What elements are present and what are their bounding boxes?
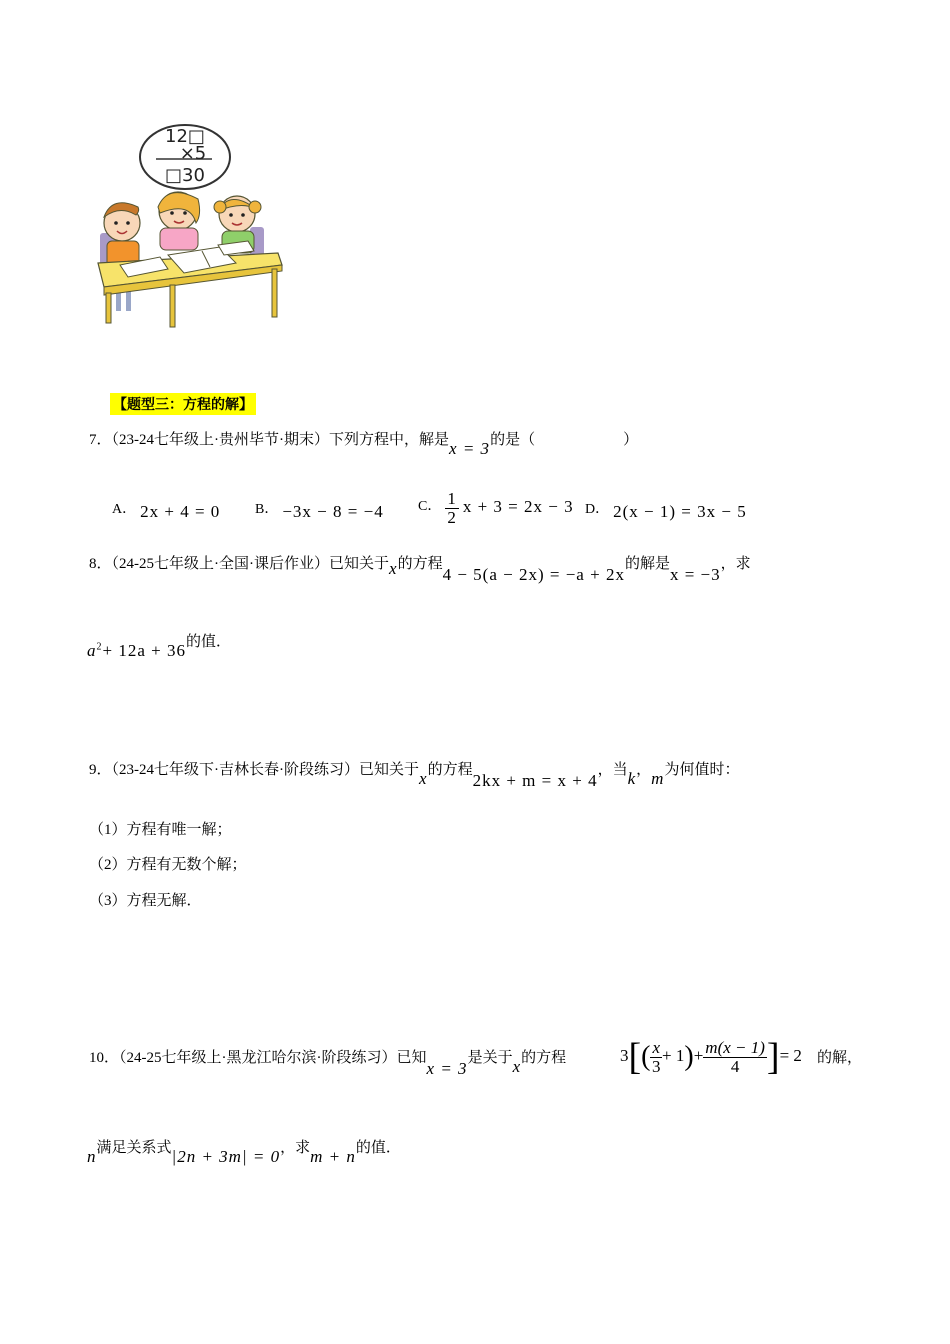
question-8-line-2 bbox=[87, 630, 231, 660]
q9-number: 9． bbox=[89, 762, 112, 778]
option-b-expr: −3x − 8 = −4 bbox=[282, 502, 384, 521]
q10-text-3: 的方程 bbox=[521, 1050, 567, 1066]
question-8 bbox=[89, 552, 751, 584]
q9-part-2: （2）方程有无数个解； bbox=[89, 857, 247, 873]
q8-text-2: 的方程 bbox=[397, 556, 443, 572]
q9-text-3: ，当 bbox=[597, 762, 628, 778]
q10-text-1: 已知 bbox=[396, 1050, 427, 1066]
q10-text-4: 的解， bbox=[817, 1050, 863, 1066]
q10-abs-expression: |2n + 3m| = 0 bbox=[171, 1147, 281, 1166]
q7-option-d bbox=[585, 498, 747, 521]
option-a-expr: 2x + 4 = 0 bbox=[140, 502, 221, 521]
q10-coef: 3 bbox=[620, 1045, 629, 1065]
q9-text-2: 的方程 bbox=[427, 762, 473, 778]
option-a-label: A． bbox=[112, 502, 137, 517]
q10-var: x bbox=[512, 1057, 522, 1076]
option-c-fraction: $\frac{1}{2}$ bbox=[447, 489, 457, 527]
q10-source: （24-25七年级上·黑龙江哈尔滨·阶段练习） bbox=[119, 1050, 397, 1066]
bubble-line-1: 12□ bbox=[165, 126, 205, 147]
q8-solution: x = −3 bbox=[669, 565, 721, 584]
option-b-label: B． bbox=[255, 502, 279, 517]
q8-text-4: ，求 bbox=[720, 556, 751, 572]
question-9 bbox=[89, 758, 740, 790]
children-study-illustration bbox=[90, 115, 290, 330]
q9-text-1: 已知关于 bbox=[359, 762, 420, 778]
q10-number: 10． bbox=[89, 1050, 120, 1066]
question-10-line-2 bbox=[87, 1136, 401, 1166]
q8-equation: 4 − 5(a − 2x) = −a + 2x bbox=[442, 565, 625, 584]
q10-fraction-2: $\frac{m(x - 1)}{4}$ bbox=[705, 1037, 765, 1076]
q7-text-2: 的是（ bbox=[490, 432, 536, 448]
q7-option-a bbox=[112, 498, 221, 521]
option-d-label: D． bbox=[585, 502, 610, 517]
q9-part-3: （3）方程无解． bbox=[89, 893, 202, 909]
q10-fraction-1: $\frac{x}{3}$ bbox=[652, 1037, 661, 1076]
option-c-expr: x + 3 = 2x − 3 bbox=[462, 497, 574, 517]
q7-close: ） bbox=[623, 432, 639, 448]
q7-option-c bbox=[418, 490, 574, 527]
q10-solution: x = 3 bbox=[426, 1059, 468, 1078]
q9-m: m bbox=[651, 769, 665, 788]
option-d-expr: 2(x − 1) = 3x − 5 bbox=[613, 502, 747, 521]
q10-text-5: 满足关系式 bbox=[96, 1140, 172, 1156]
q9-source: （23-24七年级下·吉林长春·阶段练习） bbox=[111, 762, 360, 778]
q8-text-3: 的解是 bbox=[624, 556, 670, 572]
q8-text-5: 的值． bbox=[185, 634, 231, 650]
q8-source: （24-25七年级上·全国·课后作业） bbox=[111, 556, 330, 572]
q9-text-4: 为何值时： bbox=[664, 762, 740, 778]
q7-condition: x = 3 bbox=[449, 439, 491, 458]
q7-number: 7． bbox=[89, 432, 112, 448]
q9-k: k bbox=[627, 769, 637, 788]
section-title: 【题型三：方程的解】 bbox=[110, 393, 256, 415]
q8-expression: $a^2+ 12a + 36$ bbox=[87, 641, 186, 660]
question-10 bbox=[89, 1046, 567, 1078]
q10-text-6: ，求 bbox=[280, 1140, 311, 1156]
bubble-line-3: □30 bbox=[165, 165, 205, 186]
q9-sep: ， bbox=[636, 762, 652, 778]
q7-text: 下列方程中，解是 bbox=[329, 432, 450, 448]
q10-equation: 3[( $\frac{x}{3}$ + 1)+ $\frac{m(x - 1)}{4}$ ]= 2 bbox=[620, 1036, 802, 1078]
q10-text-7: 的值． bbox=[355, 1140, 401, 1156]
q10-target: m + n bbox=[310, 1147, 356, 1166]
bubble-line-2: ×5 bbox=[179, 143, 207, 164]
q8-number: 8． bbox=[89, 556, 112, 572]
q7-option-b bbox=[255, 498, 384, 521]
q7-source: （23-24七年级上·贵州毕节·期末） bbox=[111, 432, 330, 448]
q9-equation: 2kx + m = x + 4 bbox=[472, 771, 598, 790]
q8-text-1: 已知关于 bbox=[329, 556, 390, 572]
q9-part-1: （1）方程有唯一解； bbox=[89, 822, 232, 838]
q10-text-2: 是关于 bbox=[467, 1050, 513, 1066]
q9-var: x bbox=[419, 769, 428, 788]
q10-n: n bbox=[87, 1147, 97, 1166]
q8-var: x bbox=[389, 559, 398, 578]
option-c-label: C． bbox=[418, 499, 442, 515]
question-7 bbox=[89, 428, 639, 458]
